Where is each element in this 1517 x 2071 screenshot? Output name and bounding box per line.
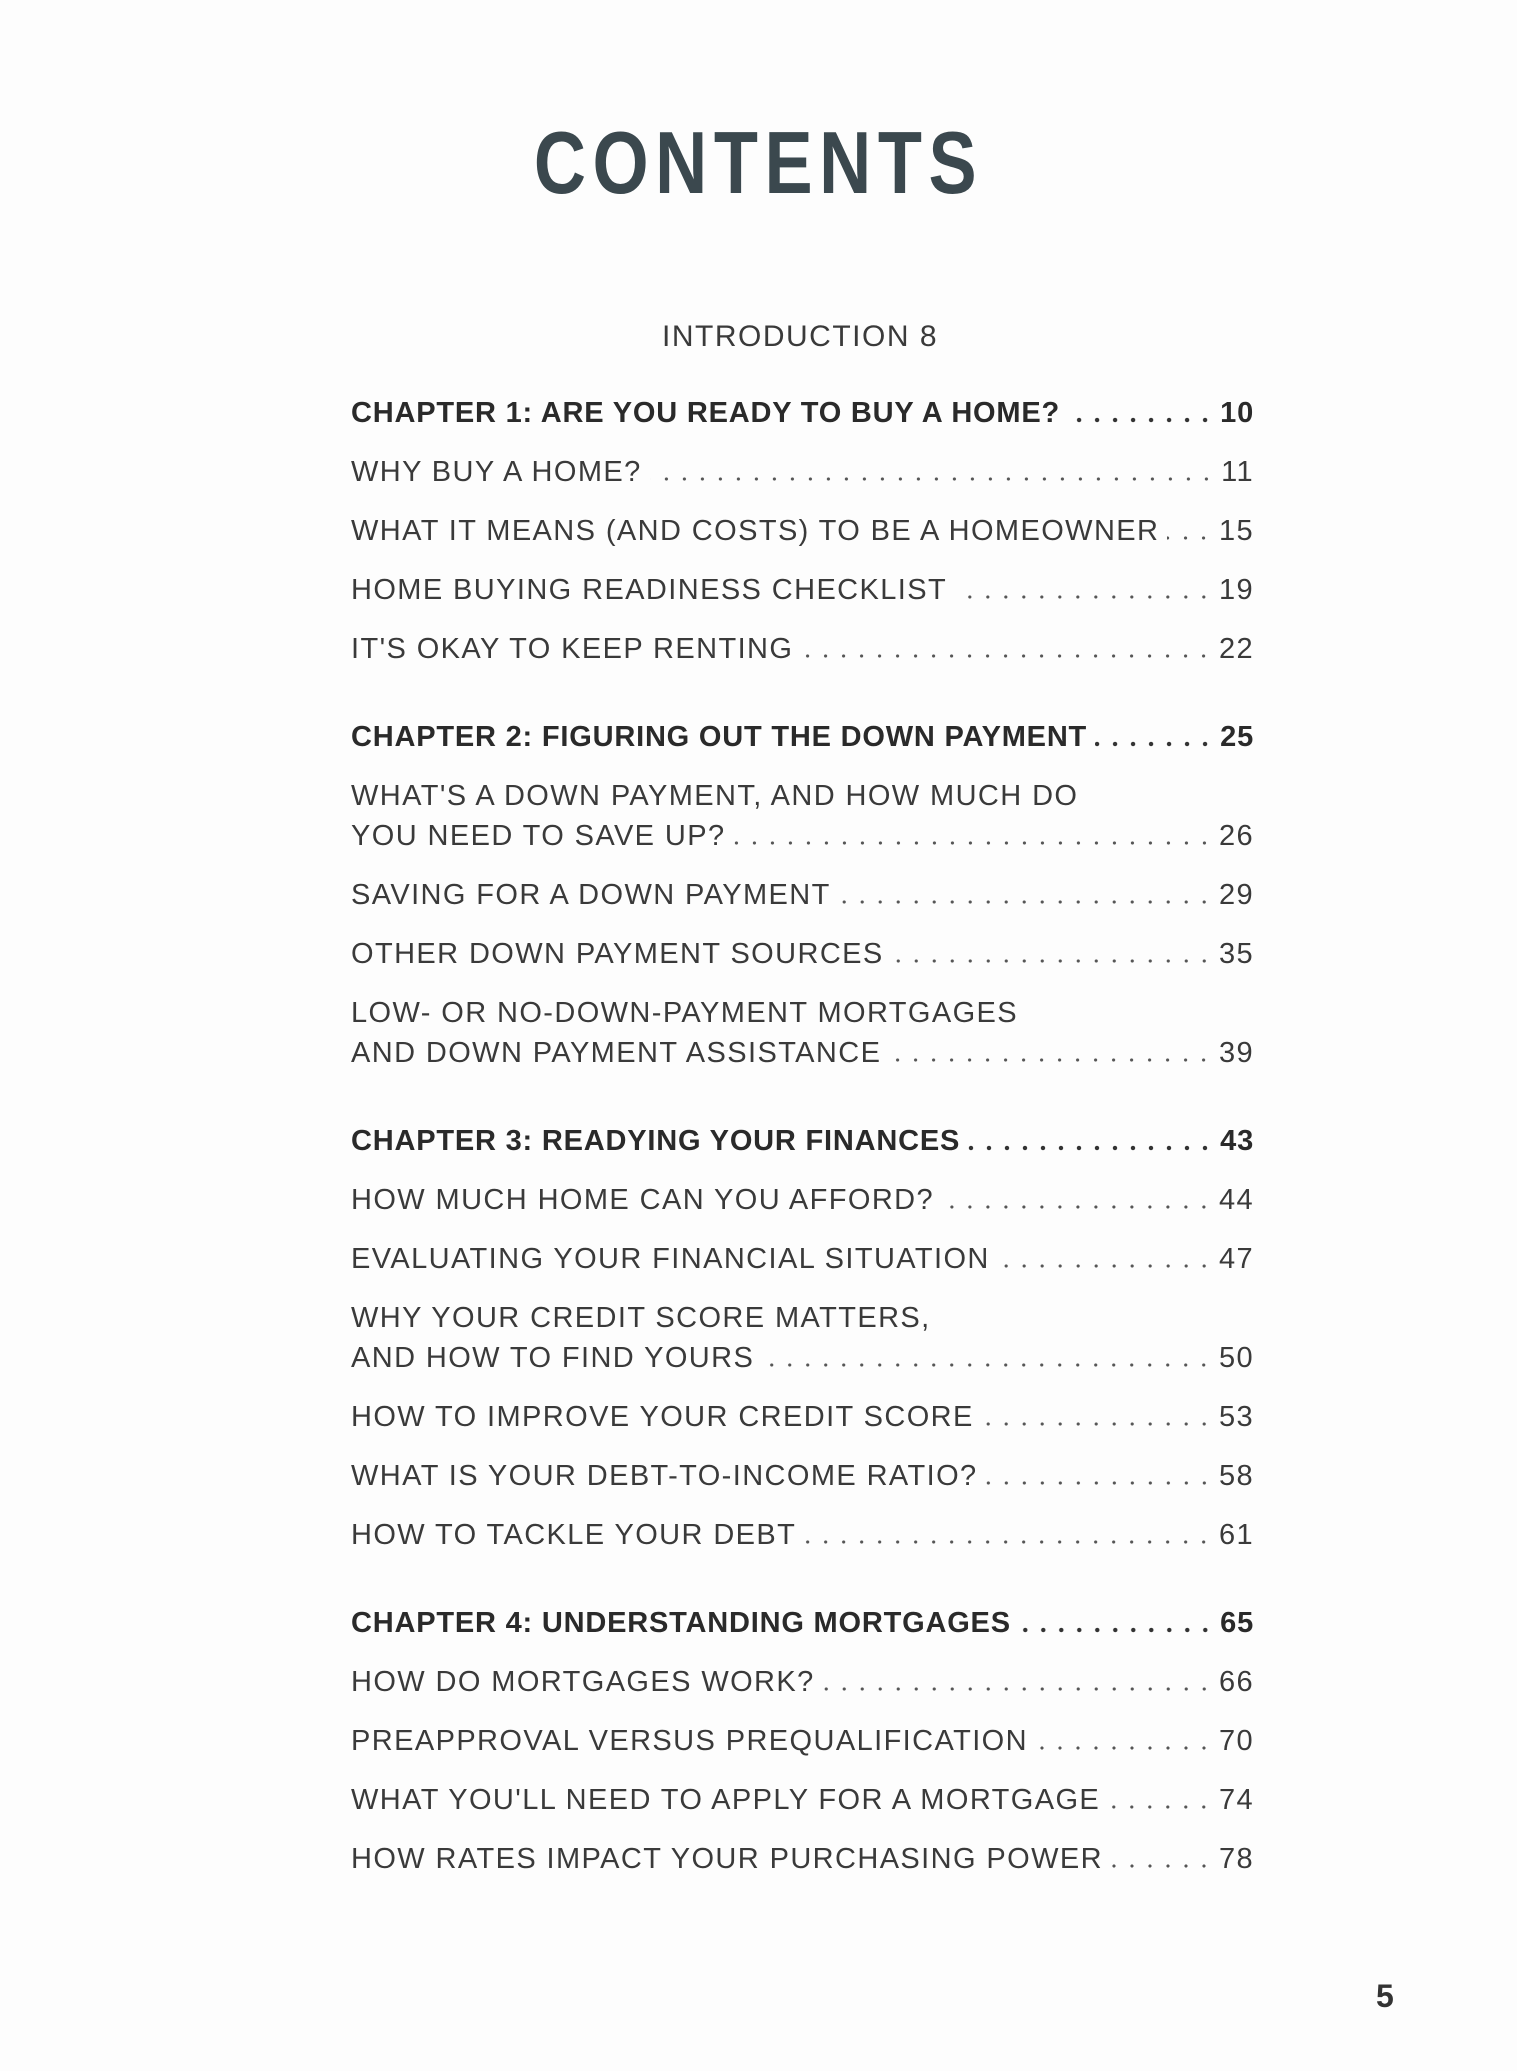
- toc-entry-title: WHY YOUR CREDIT SCORE MATTERS,: [351, 1302, 931, 1334]
- toc-entry-title: WHAT IS YOUR DEBT-TO-INCOME RATIO?: [351, 1460, 978, 1492]
- toc-page-number: 15: [1218, 515, 1254, 547]
- toc-entry[interactable]: [351, 1664, 1254, 1700]
- dot-leader: [982, 1421, 1213, 1427]
- dot-leader: [889, 1057, 1213, 1063]
- dot-leader: [942, 1204, 1213, 1210]
- toc-entry-title: YOU NEED TO SAVE UP?: [351, 820, 726, 852]
- toc-chapter-heading[interactable]: [351, 395, 1254, 431]
- toc-entry-title: WHAT'S A DOWN PAYMENT, AND HOW MUCH DO: [351, 780, 1079, 812]
- toc-entry-title: HOW RATES IMPACT YOUR PURCHASING POWER: [351, 1843, 1103, 1875]
- toc-page-number: 25: [1220, 721, 1254, 753]
- toc-entry-title: CHAPTER 1: ARE YOU READY TO BUY A HOME?: [351, 397, 1061, 429]
- toc-entry[interactable]: [351, 936, 1254, 972]
- dot-leader: [955, 594, 1213, 600]
- toc-chapter-heading[interactable]: [351, 1605, 1254, 1641]
- toc-entry[interactable]: [351, 1782, 1254, 1818]
- dot-leader: [968, 1145, 1214, 1151]
- toc-entry[interactable]: [351, 818, 1254, 854]
- toc-entry-title: OTHER DOWN PAYMENT SOURCES: [351, 938, 884, 970]
- dot-leader: [734, 840, 1213, 846]
- toc-entry[interactable]: [351, 877, 1254, 913]
- toc-page-number: 70: [1218, 1725, 1254, 1757]
- dot-leader: [1167, 535, 1213, 541]
- toc-page-number: 65: [1220, 1607, 1254, 1639]
- dot-leader: [998, 1263, 1213, 1269]
- toc-entry-title: SAVING FOR A DOWN PAYMENT: [351, 879, 831, 911]
- toc-page-number: 10: [1220, 397, 1254, 429]
- toc-chapter-heading[interactable]: [351, 719, 1254, 755]
- toc-entry-title: WHAT YOU'LL NEED TO APPLY FOR A MORTGAGE: [351, 1784, 1101, 1816]
- toc-page-number: 39: [1218, 1037, 1254, 1069]
- toc-entry-title: HOW TO TACKLE YOUR DEBT: [351, 1519, 797, 1551]
- toc-entry[interactable]: [351, 454, 1254, 490]
- page-title: CONTENTS: [533, 113, 984, 212]
- toc-entry[interactable]: [351, 1241, 1254, 1277]
- toc-page-number: 58: [1218, 1460, 1254, 1492]
- toc-entry-title: WHAT IT MEANS (AND COSTS) TO BE A HOMEOWNER: [351, 515, 1160, 547]
- toc-entry-title: WHY BUY A HOME?: [351, 456, 642, 488]
- toc-entry-title: HOW DO MORTGAGES WORK?: [351, 1666, 815, 1698]
- dot-leader: [892, 958, 1213, 964]
- dot-leader: [823, 1686, 1213, 1692]
- toc-page-number: 44: [1218, 1184, 1254, 1216]
- toc-entry-title: HOME BUYING READINESS CHECKLIST: [351, 574, 948, 606]
- dot-leader: [1019, 1627, 1214, 1633]
- dot-leader: [1111, 1863, 1213, 1869]
- toc-entry-title: CHAPTER 4: UNDERSTANDING MORTGAGES: [351, 1607, 1011, 1639]
- dot-leader: [1095, 741, 1214, 747]
- toc-page-number: 61: [1218, 1519, 1254, 1551]
- toc-entry-title: HOW TO IMPROVE YOUR CREDIT SCORE: [351, 1401, 974, 1433]
- toc-page-number: 66: [1218, 1666, 1254, 1698]
- toc-page-number: 26: [1218, 820, 1254, 852]
- toc-page-number: 47: [1218, 1243, 1254, 1275]
- toc-page-number: 50: [1218, 1342, 1254, 1374]
- toc-entry-title: LOW- OR NO-DOWN-PAYMENT MORTGAGES: [351, 997, 1019, 1029]
- toc-entry-title: PREAPPROVAL VERSUS PREQUALIFICATION: [351, 1725, 1028, 1757]
- toc-page-number: 35: [1218, 938, 1254, 970]
- toc-page-number: 19: [1218, 574, 1254, 606]
- toc-entry-title: EVALUATING YOUR FINANCIAL SITUATION: [351, 1243, 990, 1275]
- dot-leader: [650, 476, 1215, 482]
- toc-page-number: 53: [1218, 1401, 1254, 1433]
- toc-entry[interactable]: [351, 1399, 1254, 1435]
- dot-leader: [839, 899, 1213, 905]
- toc-page-number: 29: [1218, 879, 1254, 911]
- toc-entry-title: AND DOWN PAYMENT ASSISTANCE: [351, 1037, 882, 1069]
- dot-leader: [986, 1480, 1213, 1486]
- page-number: 5: [1376, 1978, 1394, 2014]
- toc-entry[interactable]: [351, 1458, 1254, 1494]
- toc-introduction: INTRODUCTION 8: [662, 320, 938, 353]
- dot-leader: [801, 653, 1213, 659]
- toc-entry[interactable]: [351, 1517, 1254, 1553]
- toc-entry-title: CHAPTER 3: READYING YOUR FINANCES: [351, 1125, 961, 1157]
- toc-entry-title: AND HOW TO FIND YOURS: [351, 1342, 755, 1374]
- toc-page-number: 78: [1218, 1843, 1254, 1875]
- toc-entry[interactable]: [351, 1723, 1254, 1759]
- dot-leader: [804, 1539, 1213, 1545]
- toc-page-number: 43: [1220, 1125, 1254, 1157]
- toc-entry[interactable]: [351, 631, 1254, 667]
- toc-entry-title: CHAPTER 2: FIGURING OUT THE DOWN PAYMENT: [351, 721, 1088, 753]
- toc-entry[interactable]: [351, 1182, 1254, 1218]
- toc-page-number: 11: [1221, 456, 1254, 488]
- toc-entry[interactable]: [351, 1841, 1254, 1877]
- toc-entry[interactable]: [351, 513, 1254, 549]
- dot-leader: [1108, 1804, 1213, 1810]
- dot-leader: [1068, 417, 1214, 423]
- toc-page-number: 74: [1218, 1784, 1254, 1816]
- toc-entry[interactable]: [351, 1340, 1254, 1376]
- dot-leader: [1036, 1745, 1213, 1751]
- toc-entry[interactable]: [351, 1035, 1254, 1071]
- dot-leader: [762, 1362, 1213, 1368]
- toc-entry[interactable]: [351, 572, 1254, 608]
- toc-entry-title: IT'S OKAY TO KEEP RENTING: [351, 633, 794, 665]
- toc-page-number: 22: [1218, 633, 1254, 665]
- toc-chapter-heading[interactable]: [351, 1123, 1254, 1159]
- toc-entry-title: HOW MUCH HOME CAN YOU AFFORD?: [351, 1184, 935, 1216]
